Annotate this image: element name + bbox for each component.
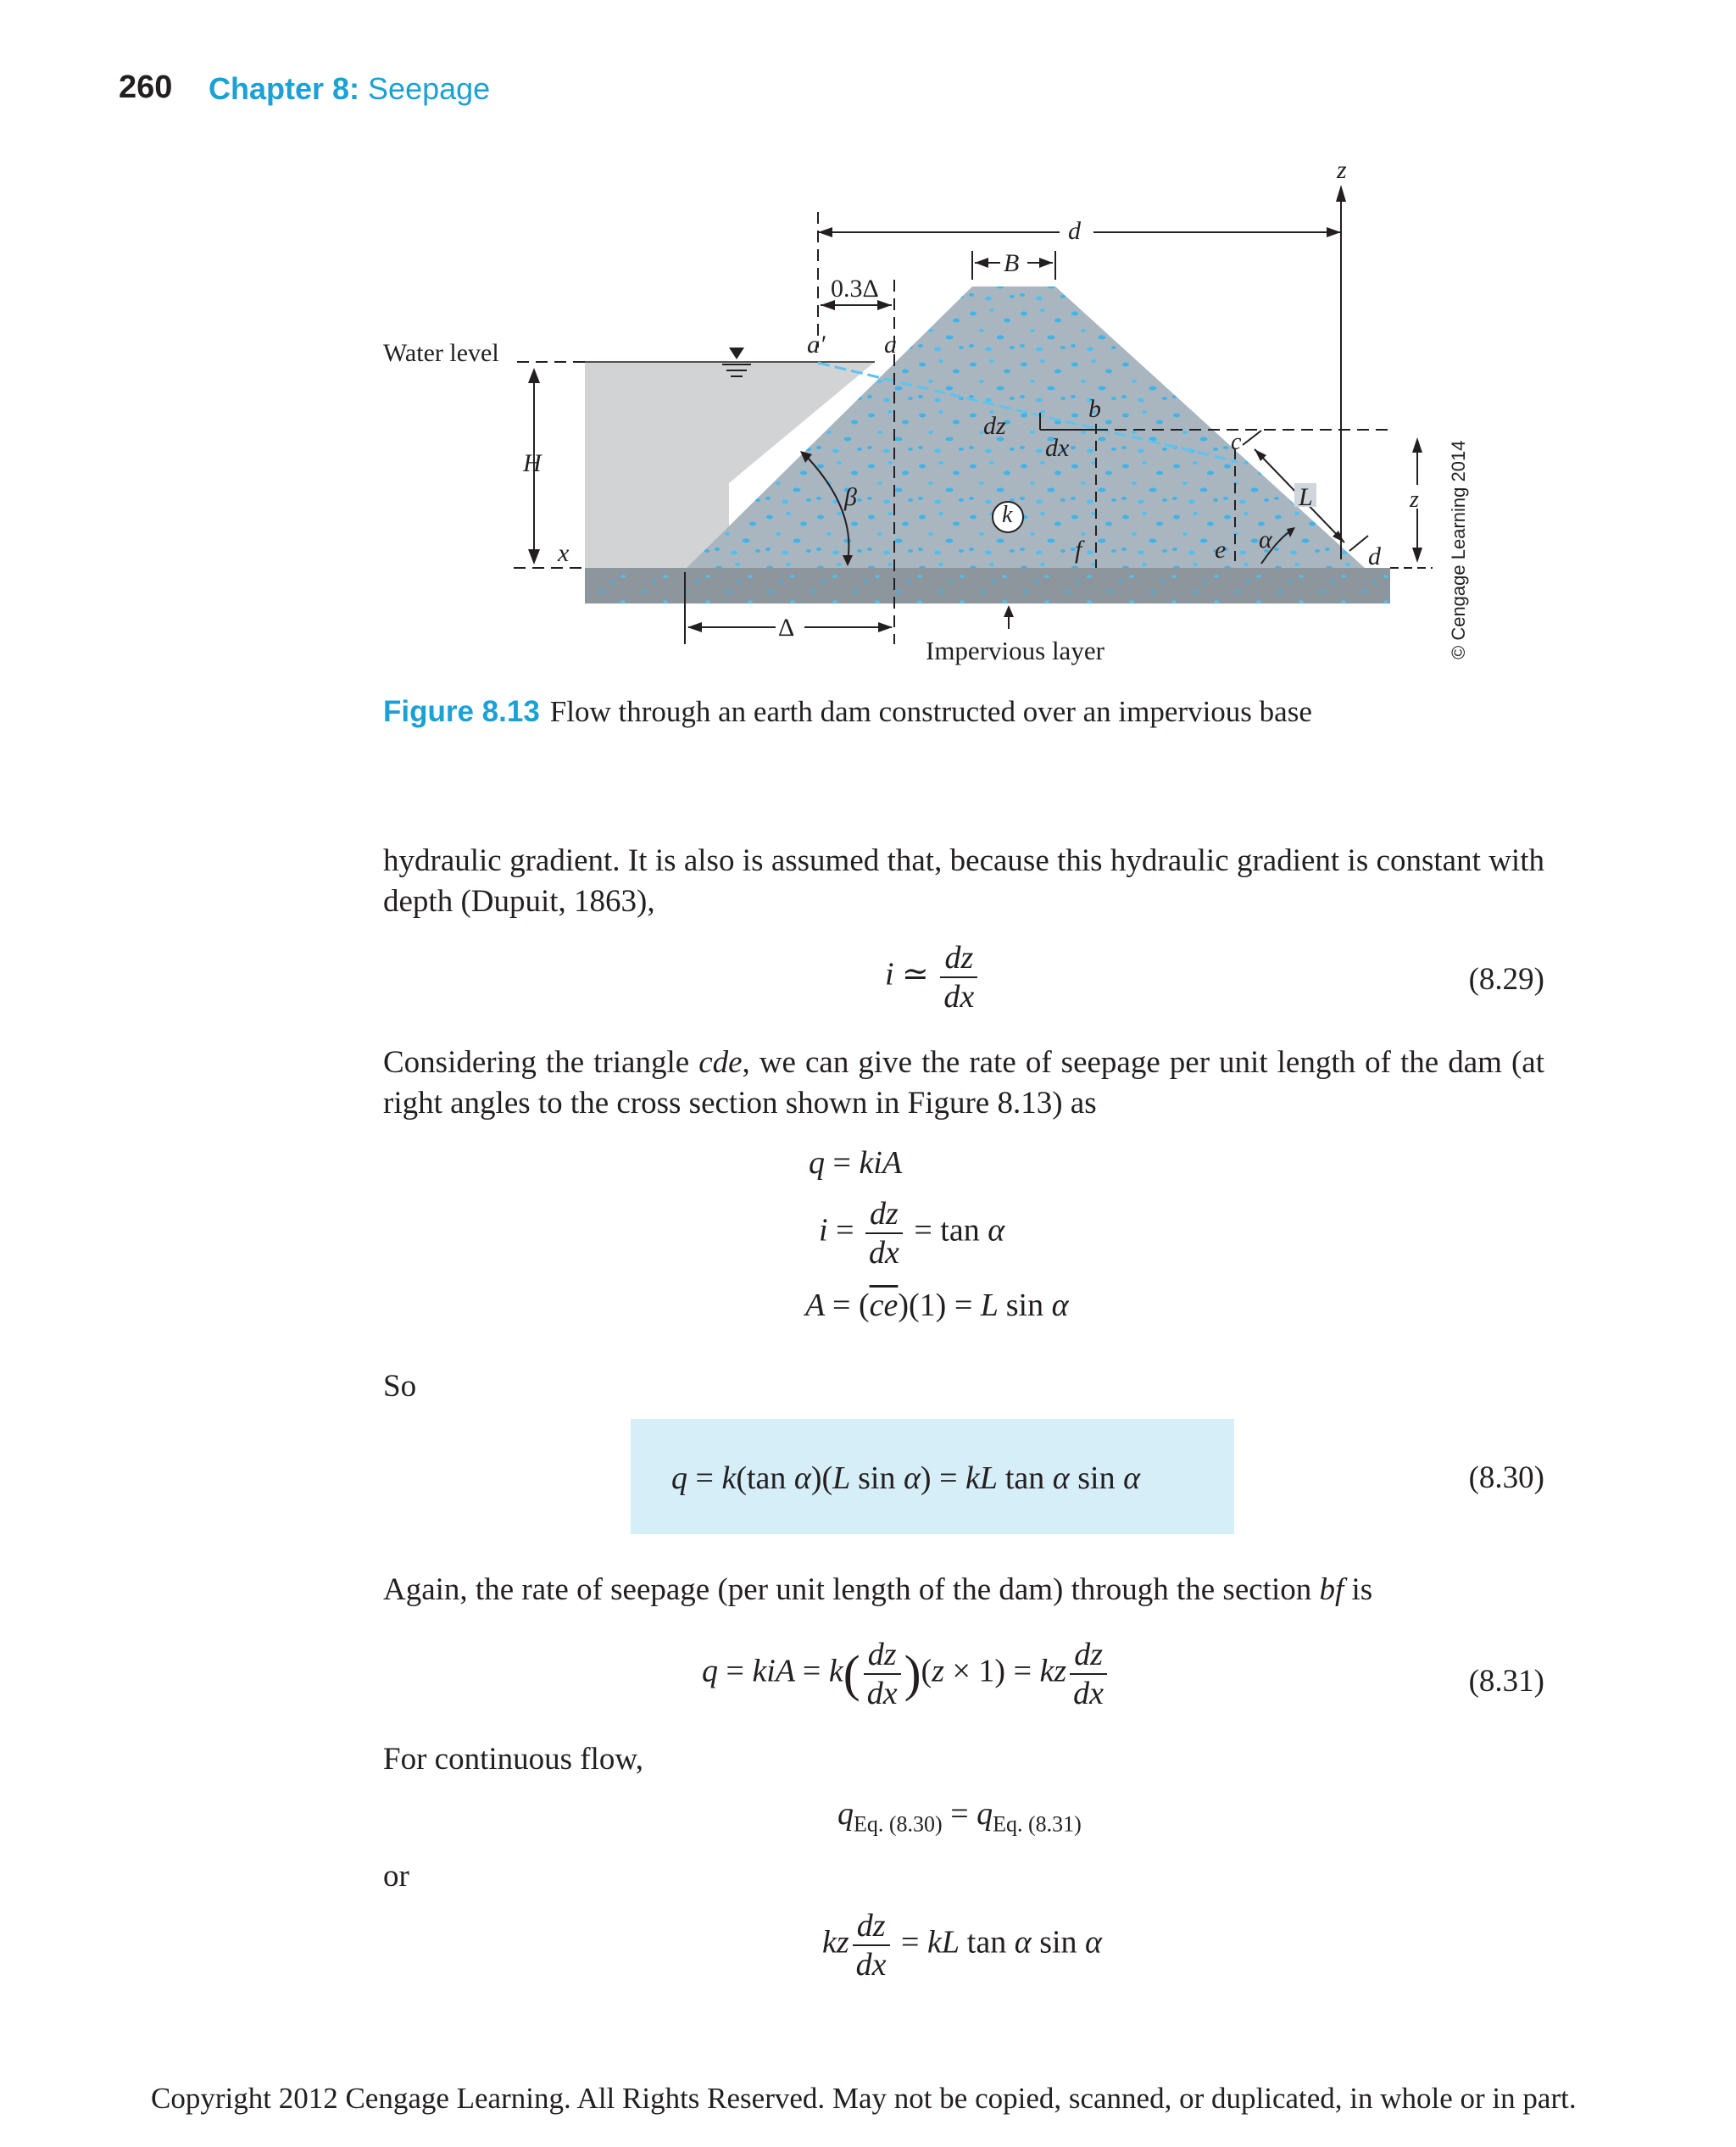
section-bf: bf: [1319, 1572, 1344, 1607]
equation-8-31: q = kiA = k( $\frac{dz}{dx}$ )(z × 1) = kz $\frac{dz}{dx}$: [702, 1636, 1110, 1712]
l-label: L: [1299, 483, 1313, 511]
a-label: a: [884, 331, 897, 359]
paragraph-2: [383, 1043, 1544, 1124]
impervious-base: [585, 568, 1390, 603]
paragraph-2-end: , we can give the rate of seepage per unit length of the dam (at right angles to the cross section shown in Figure 8.13) as: [383, 1045, 1545, 1121]
dz-label: dz: [983, 412, 1006, 440]
point03-delta-label: 0.3Δ: [831, 275, 879, 303]
chapter-title: Seepage: [368, 71, 491, 106]
x-label: x: [558, 539, 570, 567]
figure-caption-text: Flow through an earth dam constructed over an impervious base: [549, 695, 1312, 728]
equation-8-30: q = k(tan α)(L sin α) = kL tan α sin α: [671, 1460, 1141, 1496]
impervious-layer-label: Impervious layer: [926, 636, 1104, 665]
equation-final: kz $\frac{dz}{dx}$ = kL tan α sin α: [822, 1908, 1102, 1983]
paragraph-3-end: is: [1344, 1572, 1373, 1607]
triangle-cde: cde: [698, 1045, 743, 1080]
a-prime-label: a′: [807, 331, 826, 359]
equation-number-8-31: (8.31): [1468, 1664, 1544, 1699]
beta-label: β: [844, 483, 857, 511]
dx-label: dx: [1045, 434, 1070, 462]
f-label: f: [1075, 536, 1082, 564]
paragraph-3: [383, 1570, 1544, 1610]
text-so: So: [383, 1369, 417, 1404]
paragraph-2-start: Considering the triangle: [383, 1045, 699, 1080]
z-side-label: z: [1410, 487, 1419, 513]
equation-number-8-30: (8.30): [1468, 1460, 1544, 1495]
copyright-footer: Copyright 2012 Cengage Learning. All Rights Reserved. May not be copied, scanned, or duplicated, in whole or in part.: [151, 2082, 1577, 2115]
earth-dam-figure: [373, 144, 1500, 678]
c-point-label: c: [1231, 429, 1242, 455]
paragraph-4: For continuous flow,: [383, 1742, 643, 1777]
water-level-label: Water level: [383, 339, 499, 367]
figure-copyright: © Cengage Learning 2014: [1448, 440, 1469, 659]
alpha-label: α: [1259, 526, 1272, 553]
paragraph-3-start: Again, the rate of seepage (per unit length of the dam) through the section: [383, 1572, 1320, 1607]
equation-a-lsin: $A = (\overline{ce})(1) = L$ sin α: [805, 1288, 1069, 1323]
h-label: H: [523, 449, 542, 477]
text-or: or: [383, 1859, 409, 1894]
equation-i-tan: i = $\frac{dz}{dx}$ = tan α: [819, 1196, 1005, 1271]
paragraph-1: hydraulic gradient. It is also is assumed that, because this hydraulic gradient is constant with depth (Dupuit, 1863),: [383, 843, 1544, 919]
figure-caption: [383, 695, 1312, 729]
equation-continuity: $q_{Eq. (8.30)} = q_{Eq. (8.31)}$: [837, 1796, 1082, 1837]
b-width-label: B: [1004, 249, 1020, 277]
equation-8-29: i ≃ $\frac{dz}{dx}$: [885, 939, 981, 1015]
page-number: 260: [119, 70, 173, 105]
delta-label: Δ: [778, 614, 795, 642]
equation-q-kia: q = kiA: [809, 1145, 903, 1181]
chapter-heading: [209, 71, 490, 107]
equation-number-8-29: (8.29): [1468, 962, 1544, 997]
k-label: k: [1002, 502, 1013, 528]
figure-caption-label: Figure 8.13: [383, 695, 540, 728]
z-axis-label: z: [1337, 156, 1347, 184]
d-toe-label: d: [1368, 542, 1381, 570]
e-label: e: [1215, 536, 1227, 564]
b-point-label: b: [1088, 395, 1101, 423]
chapter-prefix: Chapter 8:: [209, 71, 360, 106]
d-top-label: d: [1068, 217, 1081, 245]
